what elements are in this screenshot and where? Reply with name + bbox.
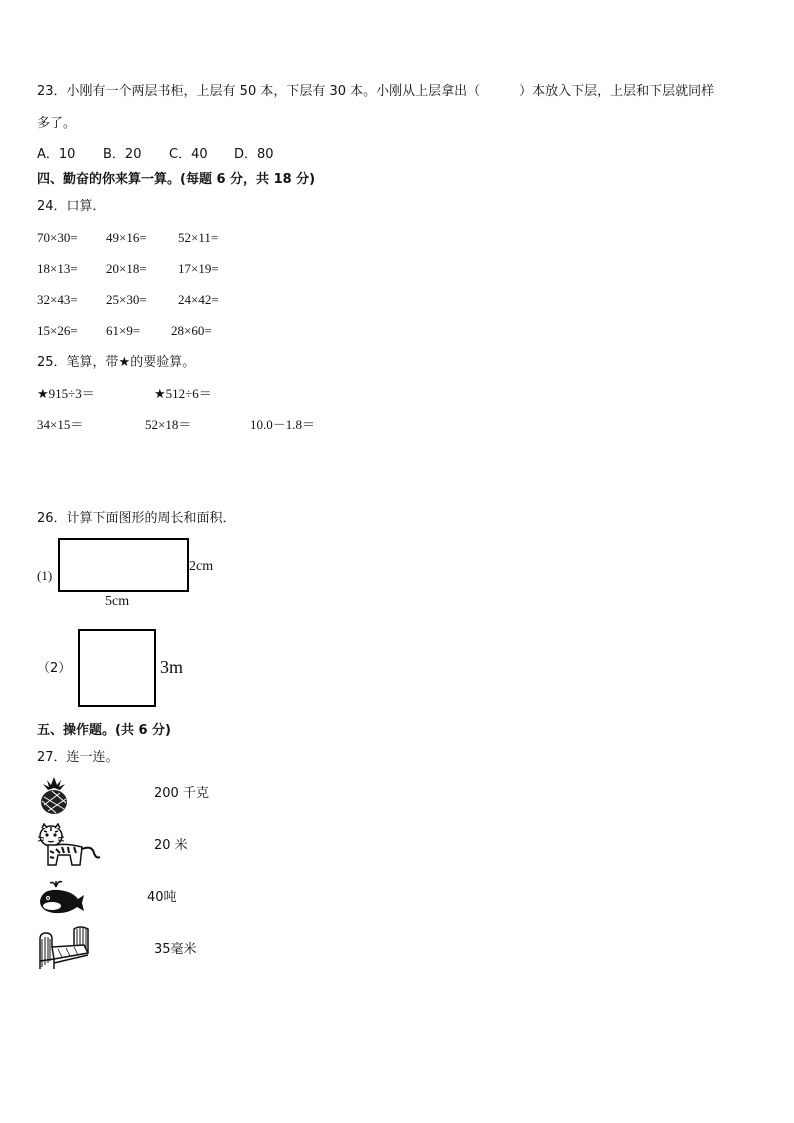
whale-icon <box>36 877 86 917</box>
q23-line2: 多了。 <box>37 116 77 131</box>
q23-line1: 23．小刚有一个两层书柜，上层有 50 本，下层有 30 本。小刚从上层拿出（ ）本放入下层，上层和下层就同样 <box>37 84 715 99</box>
q24-r4c2: 61×9= <box>106 323 141 338</box>
q24-r1c3: 52×11= <box>178 230 219 245</box>
q24-r2c2: 20×18= <box>106 261 147 276</box>
q24-title: 24．口算． <box>37 199 106 214</box>
q23-option-c: C．40 <box>169 147 208 162</box>
q26-fig1-width-label: 5cm <box>105 594 130 609</box>
q25-r2c1: 34×15＝ <box>37 417 84 432</box>
q24-r4c3: 28×60= <box>171 323 212 338</box>
q26-fig1-height-label: 2cm <box>189 559 214 574</box>
q24-r4c1: 15×26= <box>37 323 78 338</box>
q27-answer-2: 20 米 <box>154 838 188 853</box>
bed-icon <box>36 925 92 971</box>
q25-r2c3: 10.0－1.8＝ <box>250 417 316 432</box>
q24-r2c3: 17×19= <box>178 261 219 276</box>
q26-title: 26．计算下面图形的周长和面积． <box>37 511 236 526</box>
q26-square <box>78 629 156 707</box>
q26-fig2-label: （2） <box>37 661 72 676</box>
q23-option-a: A．10 <box>37 147 76 162</box>
q25-r2c2: 52×18＝ <box>145 417 192 432</box>
q27-title: 27．连一连。 <box>37 750 119 765</box>
pineapple-icon <box>36 775 72 815</box>
q27-answer-3: 40吨 <box>147 890 177 905</box>
q25-title: 25．笔算，带★的要验算。 <box>37 355 196 370</box>
q24-r1c1: 70×30= <box>37 230 78 245</box>
q23-option-b: B．20 <box>103 147 142 162</box>
q27-answer-4: 35毫米 <box>154 942 197 957</box>
section-4-title: 四、勤奋的你来算一算。(每题 6 分，共 18 分) <box>37 172 316 187</box>
q26-fig2-side-label: 3m <box>160 657 184 677</box>
q27-answer-1: 200 千克 <box>154 786 209 801</box>
q25-r1c2: ★512÷6＝ <box>154 386 212 401</box>
tiger-icon <box>36 823 102 869</box>
q24-r3c1: 32×43= <box>37 292 78 307</box>
q23-option-d: D．80 <box>234 147 274 162</box>
q25-r1c1: ★915÷3＝ <box>37 386 95 401</box>
section-5-title: 五、操作题。(共 6 分) <box>37 723 171 738</box>
q24-r2c1: 18×13= <box>37 261 78 276</box>
q26-fig1-label: (1) <box>37 568 53 583</box>
q26-rectangle <box>58 538 189 592</box>
q24-r1c2: 49×16= <box>106 230 147 245</box>
q24-r3c3: 24×42= <box>178 292 219 307</box>
q24-r3c2: 25×30= <box>106 292 147 307</box>
